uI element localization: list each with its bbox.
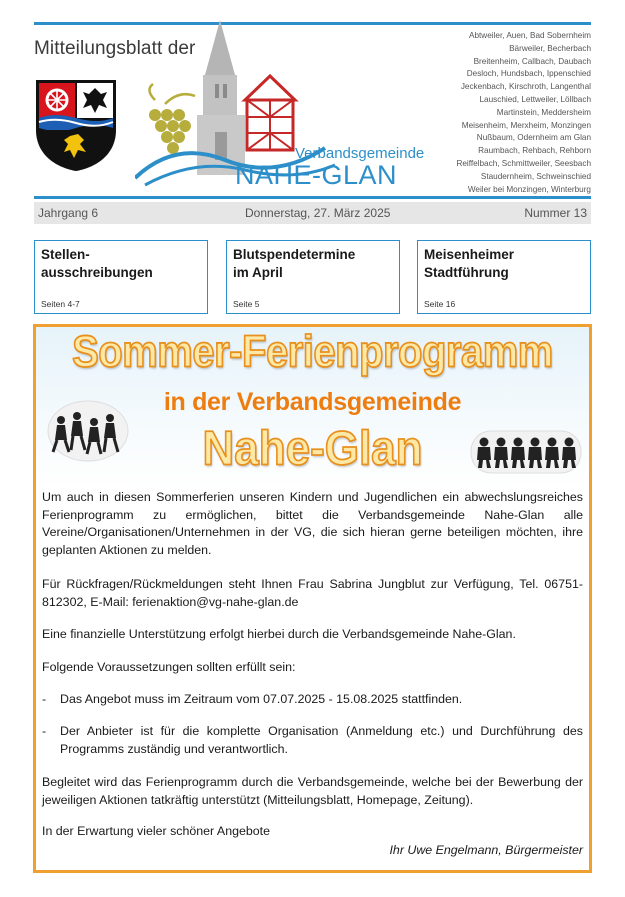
issue-volume: Jahrgang 6 <box>38 206 99 220</box>
teaser-title: Blutspendetermine im April <box>233 247 356 280</box>
requirement-item <box>42 723 583 758</box>
verbandsgemeinde-logo <box>135 20 425 190</box>
logo-line2: NAHE-GLAN <box>235 160 398 190</box>
header-bottom-rule <box>34 196 591 199</box>
paragraph-support: Begleitet wird das Ferienprogramm durch die Verbandsgemeinde, welche bei der Bewerbung der jeweiligen Aktionen tatkräftig unterstützt (Mitteilungsblatt, Homepage, Zeitung). <box>42 775 583 807</box>
village-line: Breitenheim, Callbach, Daubach <box>473 56 591 66</box>
village-line: Raumbach, Rehbach, Rehborn <box>478 146 591 156</box>
paragraph-closing: In der Erwartung vieler schöner Angebote <box>42 824 270 838</box>
village-line: Meisenheim, Merxheim, Monzingen <box>461 120 591 130</box>
village-line: Staudernheim, Schweinschied <box>480 171 591 181</box>
kids-row-icon <box>470 430 582 474</box>
masthead-title: Mitteilungsblatt der <box>34 38 196 59</box>
village-line: Abtweiler, Auen, Bad Sobernheim <box>469 31 591 40</box>
paragraph-funding: Eine finanzielle Unterstützung erfolgt hierbei durch die Verbandsgemeinde Nahe-Glan. <box>42 627 516 641</box>
teaser-stadtfuehrung[interactable] <box>417 240 591 314</box>
teaser-blutspendetermine[interactable] <box>226 240 400 314</box>
coat-of-arms-icon <box>34 78 118 172</box>
village-line: Desloch, Hundsbach, Ippenschied <box>466 69 591 79</box>
requirement-text: Der Anbieter ist für die komplette Organisation (Anmeldung etc.) und Durchführung des Programms zuständig und verantwortlich. <box>60 724 583 756</box>
issue-number: Nummer 13 <box>524 206 587 220</box>
village-list <box>428 30 591 196</box>
teaser-pages: Seite 5 <box>233 299 260 309</box>
issue-date: Donnerstag, 27. März 2025 <box>245 206 391 220</box>
paragraph-intro: Um auch in diesen Sommerferien unseren Kindern und Jugendlichen ein abwechslungsreiches Ferienprogramm zu ermöglichen, bittet die Verbandsgemeinde Nahe-Glan alle Vereine/Organisationen/Unternehmen in der VG, die sich hieran gerne beteiligen möchten, ihre geplanten Aktionen zu melden. <box>42 490 583 557</box>
village-line: Jeckenbach, Kirschroth, Langenthal <box>460 82 591 92</box>
requirement-text: Das Angebot muss im Zeitraum vom 07.07.2025 - 15.08.2025 stattfinden. <box>60 692 463 706</box>
village-line: Martinstein, Meddersheim <box>496 107 591 117</box>
banner-subtitle: in der Verbandsgemeinde <box>163 388 462 416</box>
village-line: Lauschied, Lettweiler, Löllbach <box>479 94 591 104</box>
banner-place: Nahe-Glan <box>202 421 423 476</box>
teaser-pages: Seite 16 <box>424 299 456 309</box>
teaser-stellenausschreibungen[interactable] <box>34 240 208 314</box>
village-line: Reiffelbach, Schmittweiler, Seesbach <box>456 158 591 168</box>
teaser-title: Meisenheimer Stadtführung <box>424 247 515 280</box>
teaser-pages: Seiten 4-7 <box>41 299 80 309</box>
village-line: Bärweiler, Becherbach <box>509 43 591 53</box>
teaser-title: Stellen- ausschreibungen <box>41 247 153 280</box>
paragraph-requirements: Folgende Voraussetzungen sollten erfüllt sein: <box>42 660 296 674</box>
bullet-dash: - <box>42 692 47 706</box>
logo-line1: Verbandsgemeinde <box>295 145 425 162</box>
paragraph-contact: Für Rückfragen/Rückmeldungen steht Ihnen Frau Sabrina Jungblut zur Verfügung, Tel. 06751-812302, E-Mail: ferienaktion@vg-nahe-glan.de <box>42 577 583 609</box>
bullet-dash: - <box>42 724 47 738</box>
village-line: Weiler bei Monzingen, Winterburg <box>467 184 591 194</box>
issue-bar <box>34 202 591 224</box>
signature: Ihr Uwe Engelmann, Bürgermeister <box>389 843 583 857</box>
banner-title: Sommer-Ferienprogramm <box>72 327 553 377</box>
dancing-kids-icon <box>47 400 129 462</box>
village-line: Nußbaum, Odernheim am Glan <box>476 133 591 143</box>
requirement-item <box>42 691 583 709</box>
